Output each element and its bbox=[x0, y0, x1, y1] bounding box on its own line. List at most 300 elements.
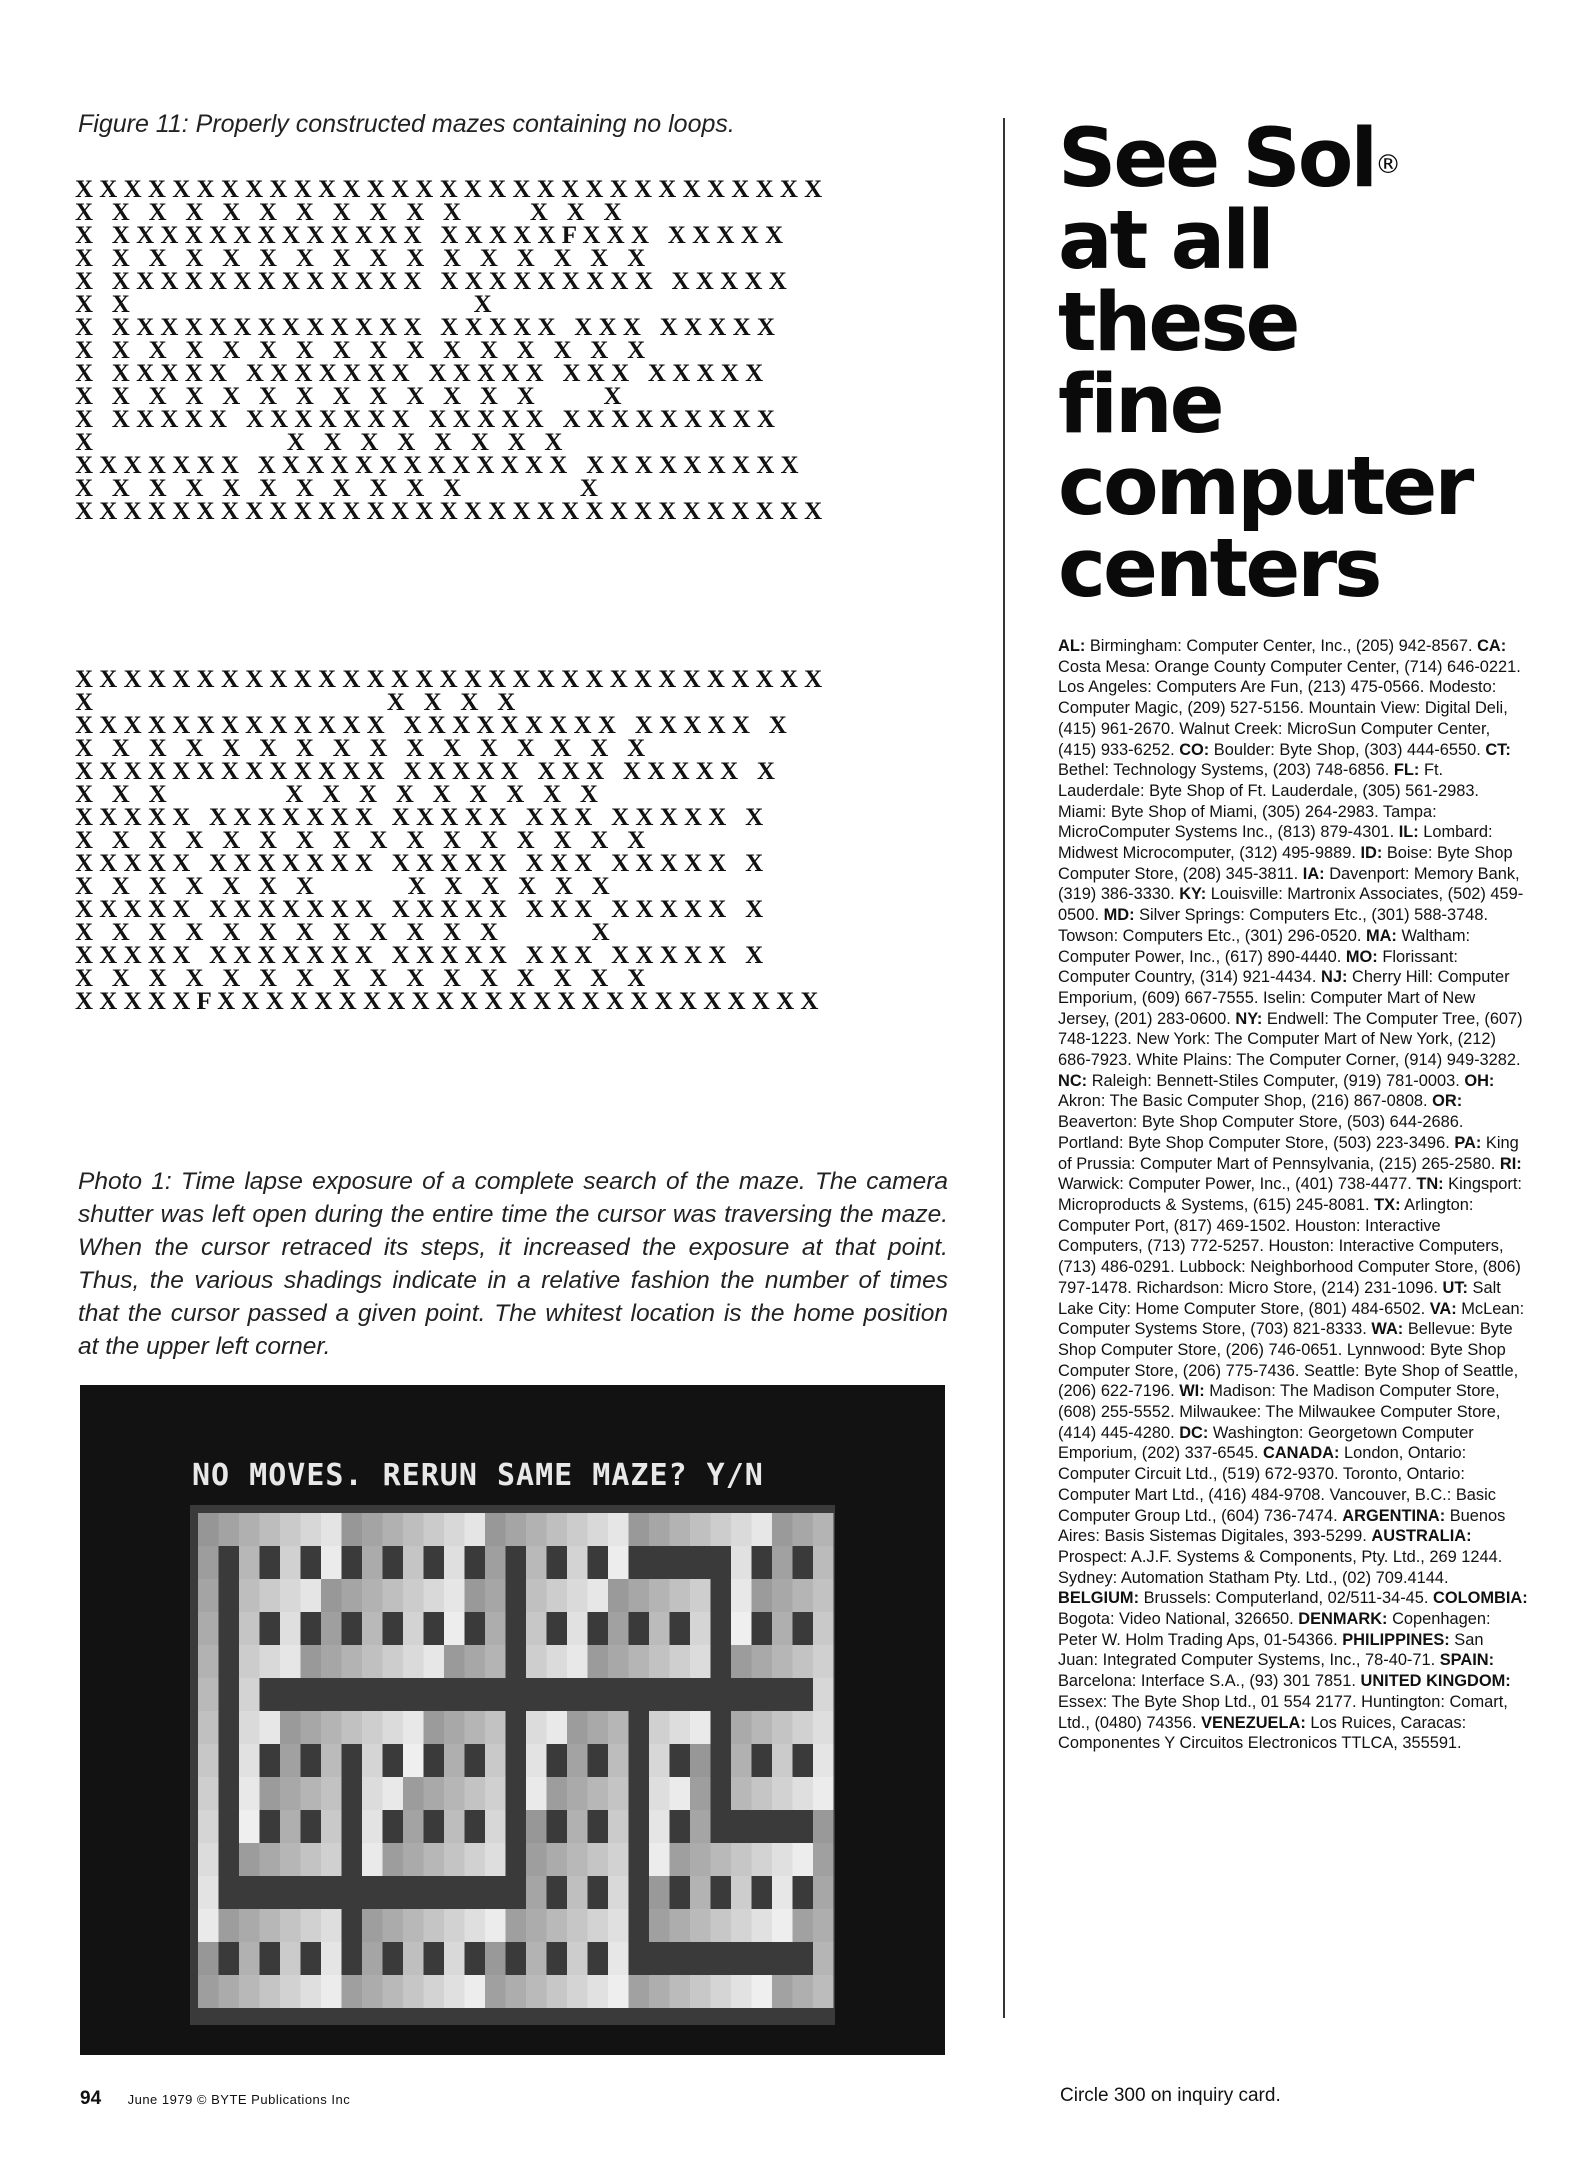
maze-photo-cell bbox=[690, 1513, 711, 1546]
maze-photo-cell bbox=[670, 1777, 691, 1810]
maze-photo-cell bbox=[301, 1777, 322, 1810]
dealer-entry: Akron: The Basic Computer Shop, (216) 867-0808. bbox=[1058, 1092, 1433, 1111]
maze-photo-cell bbox=[649, 1711, 670, 1744]
headline-line-5: centers bbox=[1058, 522, 1380, 616]
maze-photo-cell bbox=[342, 1645, 363, 1678]
maze-photo-cell bbox=[752, 1975, 773, 2008]
maze-photo-cell bbox=[198, 1942, 219, 1975]
maze-photo-cell bbox=[793, 1579, 814, 1612]
dealer-listing bbox=[1058, 636, 1528, 1754]
maze-photo-cell bbox=[321, 1645, 342, 1678]
headline-line-3: fine bbox=[1058, 358, 1222, 452]
maze-photo-cell bbox=[383, 1711, 404, 1744]
maze-photo-cell bbox=[567, 1711, 588, 1744]
maze-photo-cell bbox=[321, 1513, 342, 1546]
maze-photo-cell bbox=[711, 1909, 732, 1942]
maze-photo-cell bbox=[403, 1810, 424, 1843]
maze-photo-cell bbox=[608, 1810, 629, 1843]
maze-photo-cell bbox=[280, 1744, 301, 1777]
dealer-entry: Endwell: The Computer Tree, (607) 748-1223. New York: The Computer Mart of New York, (212) 686-7923. White Plains: The Computer Corner, (914) 949-3282. bbox=[1058, 1009, 1523, 1070]
maze-photo-cell bbox=[526, 1612, 547, 1645]
maze-photo-cell bbox=[670, 1513, 691, 1546]
maze-photo-cell bbox=[239, 1843, 260, 1876]
maze-photo-cell bbox=[567, 1744, 588, 1777]
dealer-entry: Warwick: Computer Power, Inc., (401) 738-4477. bbox=[1058, 1175, 1417, 1194]
maze-figure-bottom: X X X X X X X X X X X X X X X X X X X X X X X X X X X X X X X X X X X X X X X X X X X X X X X X X X X X X X X X X X X X X X X X X X X X X X X X X X X X X X X X X X X X X X X X X X X X X X X X X X X X X X X X X X X X X X X X X X X X X X X X X X X X X X X X X X X X X X X X X X X X X X X X X X X X X X X X X X X X X X X X X X X X X X X X X X X X X X X X X X X X X X X X X X X X X X X X X X X X X X X X X X X X X X X X X X X X X X X X X X X X X X X X X X X X X X X X X X X X X X X X X X X X X X X X X X X X X X X X X X X X X X X X X X X X X X X X X X X X X X X X X X X X X X F X X X X X X X X X X X X X X X X X X X X X X X X X bbox=[75, 666, 823, 1015]
dealer-region: NC: bbox=[1058, 1071, 1088, 1090]
maze-photo-cell bbox=[485, 1546, 506, 1579]
maze-photo-cell bbox=[649, 1645, 670, 1678]
maze-photo-cell bbox=[690, 1876, 711, 1909]
dealer-entry: Salt Lake City: Home Computer Store, (801) 484-6502. bbox=[1058, 1278, 1501, 1318]
maze-photo-cell bbox=[567, 1942, 588, 1975]
dealer-region: VENEZUELA: bbox=[1201, 1713, 1306, 1732]
maze-photo-cell bbox=[362, 1975, 383, 2008]
maze-photo-cell bbox=[403, 1777, 424, 1810]
headline-line-1: See Sol bbox=[1058, 112, 1376, 206]
maze-photo-cell bbox=[731, 1513, 752, 1546]
dealer-region: PHILIPPINES: bbox=[1342, 1630, 1450, 1649]
maze-photo-cell bbox=[280, 1546, 301, 1579]
maze-photo-cell bbox=[608, 1843, 629, 1876]
dealer-entry: Ft. Lauderdale: Byte Shop of Ft. Lauderdale, (305) 561-2983. Miami: Byte Shop of Miami, (305) 264-2983. Tampa: MicroComputer Systems Inc., (813) 879-4301. bbox=[1058, 761, 1479, 842]
maze-photo-cell bbox=[362, 1810, 383, 1843]
maze-photo-cell bbox=[465, 1513, 486, 1546]
maze-photo-cell bbox=[198, 1546, 219, 1579]
maze-photo-cell bbox=[362, 1711, 383, 1744]
dealer-entry: Brussels: Computerland, 02/511-34-45. bbox=[1139, 1589, 1434, 1608]
maze-photo-cell bbox=[772, 1546, 793, 1579]
maze-photo-cell bbox=[280, 1777, 301, 1810]
maze-photo-cell bbox=[813, 1645, 834, 1678]
maze-photo-cell bbox=[239, 1678, 260, 1711]
maze-photo-cell bbox=[198, 1645, 219, 1678]
maze-photo-cell bbox=[342, 1579, 363, 1612]
maze-photo-cell bbox=[383, 1513, 404, 1546]
maze-photo-cell bbox=[526, 1744, 547, 1777]
maze-photo-cell bbox=[403, 1711, 424, 1744]
maze-photo-cell bbox=[465, 1645, 486, 1678]
maze-photo-cell bbox=[239, 1810, 260, 1843]
dealer-entry: Lombard: Midwest Microcomputer, (312) 495-9889. bbox=[1058, 823, 1493, 863]
dealer-entry: Raleigh: Bennett-Stiles Computer, (919) 781-0003. bbox=[1087, 1071, 1465, 1090]
maze-photo-cell bbox=[362, 1513, 383, 1546]
maze-photo-cell bbox=[731, 1579, 752, 1612]
maze-photo-cell bbox=[280, 1612, 301, 1645]
maze-photo-cell bbox=[629, 1645, 650, 1678]
maze-photo-cell bbox=[444, 1711, 465, 1744]
maze-photo-cell bbox=[690, 1810, 711, 1843]
maze-photo-cell bbox=[608, 1744, 629, 1777]
maze-photo-cell bbox=[506, 1513, 527, 1546]
dealer-entry: Barcelona: Interface S.A., (93) 301 7851. bbox=[1058, 1672, 1361, 1691]
dealer-entry: Louisville: Martronix Associates, (502) 459-0500. bbox=[1058, 885, 1524, 925]
maze-photo-cell bbox=[772, 1711, 793, 1744]
column-divider bbox=[1003, 118, 1005, 2018]
dealer-entry: Bethel: Technology Systems, (203) 748-6856. bbox=[1058, 761, 1394, 780]
maze-photo-cell bbox=[567, 1975, 588, 2008]
maze-photo-cell bbox=[198, 1513, 219, 1546]
dealer-region: KY: bbox=[1179, 885, 1207, 904]
dealer-entry: McLean: Computer Systems Store, (703) 821-8333. bbox=[1058, 1299, 1525, 1339]
maze-photo-cell bbox=[485, 1711, 506, 1744]
maze-photo-cell bbox=[793, 1843, 814, 1876]
dealer-entry: Davenport: Memory Bank, (319) 386-3330. bbox=[1058, 864, 1520, 904]
dealer-region: CT: bbox=[1485, 740, 1511, 759]
maze-photo-cell bbox=[444, 1744, 465, 1777]
maze-photo-cell bbox=[526, 1777, 547, 1810]
maze-photo-cell bbox=[383, 1843, 404, 1876]
maze-photo-cell bbox=[362, 1909, 383, 1942]
maze-photo-cell bbox=[567, 1513, 588, 1546]
maze-photo-cell bbox=[301, 1513, 322, 1546]
dealer-entry: Buenos Aires: Basis Sistemas Digitales, 393-5299. bbox=[1058, 1506, 1506, 1546]
maze-photo-cell bbox=[690, 1711, 711, 1744]
dealer-entry: Kingsport: Microproducts & Systems, (615) 245-8081. bbox=[1058, 1175, 1522, 1214]
maze-photo-cell bbox=[465, 1711, 486, 1744]
dealer-entry: Boise: Byte Shop Computer Store, (208) 345-3811. bbox=[1058, 844, 1513, 883]
dealer-entry: Waltham: Computer Power, Inc., (617) 890-4440. bbox=[1058, 926, 1471, 966]
maze-photo-cell bbox=[198, 1744, 219, 1777]
maze-photo-cell bbox=[383, 1579, 404, 1612]
dealer-region: AUSTRALIA: bbox=[1371, 1527, 1472, 1546]
maze-photo-cell bbox=[260, 1843, 281, 1876]
maze-photo-cell bbox=[813, 1975, 834, 2008]
maze-photo-cell bbox=[813, 1744, 834, 1777]
maze-photo-cell bbox=[506, 1975, 527, 2008]
maze-photo-cell bbox=[403, 1513, 424, 1546]
maze-photo-cell bbox=[813, 1513, 834, 1546]
maze-photo-cell bbox=[321, 1711, 342, 1744]
maze-photo-cell bbox=[813, 1678, 834, 1711]
maze-photo-cell bbox=[567, 1645, 588, 1678]
maze-photo-cell bbox=[198, 1810, 219, 1843]
maze-photo-cell bbox=[239, 1513, 260, 1546]
maze-photo-cell bbox=[670, 1975, 691, 2008]
dealer-region: MO: bbox=[1345, 947, 1378, 966]
dealer-region: WA: bbox=[1371, 1320, 1404, 1339]
maze-photo-cell bbox=[547, 1909, 568, 1942]
maze-photo-cell bbox=[444, 1645, 465, 1678]
dealer-region: CO: bbox=[1179, 740, 1210, 759]
maze-photo-cell bbox=[588, 1975, 609, 2008]
maze-photo-cell bbox=[444, 1513, 465, 1546]
maze-photo-cell bbox=[465, 1777, 486, 1810]
maze-photo-cell bbox=[219, 1975, 240, 2008]
maze-photo-cell bbox=[403, 1942, 424, 1975]
dealer-entry: Beaverton: Byte Shop Computer Store, (503) 644-2686. Portland: Byte Shop Computer Store, (503) 223-3496. bbox=[1058, 1113, 1464, 1152]
maze-photo-cell bbox=[465, 1909, 486, 1942]
maze-photo-cell bbox=[670, 1909, 691, 1942]
dealer-entry: Bellevue: Byte Shop Computer Store, (206) 746-0651. Lynnwood: Byte Shop Computer Store, (206) 775-7436. Seattle: Byte Shop of Seattle, (206) 622-7196. bbox=[1058, 1320, 1519, 1401]
maze-photo-cell bbox=[772, 1975, 793, 2008]
maze-photo-cell bbox=[465, 1843, 486, 1876]
maze-photo-cell bbox=[342, 1513, 363, 1546]
maze-photo-cell bbox=[731, 1645, 752, 1678]
dealer-region: MA: bbox=[1365, 926, 1397, 945]
maze-photo-cell bbox=[444, 1843, 465, 1876]
dealer-region: IA: bbox=[1302, 864, 1325, 883]
dealer-region: NY: bbox=[1235, 1009, 1263, 1028]
dealer-entry: Costa Mesa: Orange County Computer Center, (714) 646-0221. Los Angeles: Computers Are Fun, (213) 475-0566. Modesto: Computer Magic, (209) 527-5156. Mountain View: Digital Deli, (415) 961-2670. Walnut Creek: MicroSun Computer Center, (415) 933-6252. bbox=[1058, 657, 1521, 759]
maze-photo-cell bbox=[239, 1711, 260, 1744]
maze-photo-cell bbox=[772, 1744, 793, 1777]
maze-photo-cell bbox=[444, 1612, 465, 1645]
maze-photo-cell bbox=[198, 1579, 219, 1612]
maze-photo-cell bbox=[813, 1810, 834, 1843]
dealer-entry: Arlington: Computer Port, (817) 469-1502. Houston: Interactive Computers, (713) 772-5257. Houston: Interactive Computers, (713) 486-0291. Lubbock: Neighborhood Computer Store, (806) 797-1478. Richardson: Micro Store, (214) 231-1096. bbox=[1058, 1195, 1521, 1297]
maze-photo-cell bbox=[649, 1975, 670, 2008]
dealer-entry: Cherry Hill: Computer Emporium, (609) 667-7555. Iselin: Computer Mart of New Jersey, (201) 283-0600. bbox=[1058, 968, 1510, 1028]
maze-photo-cell bbox=[485, 1942, 506, 1975]
maze-photo-cell bbox=[485, 1645, 506, 1678]
maze-photo-cell bbox=[424, 1909, 445, 1942]
maze-photo-cell bbox=[485, 1810, 506, 1843]
maze-photo-cell bbox=[813, 1942, 834, 1975]
maze-photo-cell bbox=[260, 1513, 281, 1546]
maze-photo-cell bbox=[362, 1777, 383, 1810]
maze-photo-cell bbox=[280, 1975, 301, 2008]
maze-photo-cell bbox=[280, 1942, 301, 1975]
maze-photo-cell bbox=[813, 1579, 834, 1612]
maze-photo-cell bbox=[793, 1975, 814, 2008]
maze-photo-cell bbox=[731, 1909, 752, 1942]
maze-photo-cell bbox=[690, 1777, 711, 1810]
maze-photo-cell bbox=[649, 1909, 670, 1942]
maze-photo-cell bbox=[526, 1579, 547, 1612]
maze-figure-top: X X X X X X X X X X X X X X X X X X X X X X X X X X X X X X X X X X X X X X X X X X X X X X X X X X X X X X X X X X X X X X X X F X X X X X X X X X X X X X X X X X X X X X X X X X X X X X X X X X X X X X X X X X X X X X X X X X X X X X X X X X X X X X X X X X X X X X X X X X X X X X X X X X X X X X X X X X X X X X X X X X X X X X X X X X X X X X X X X X X X X X X X X X X X X X X X X X X X X X X X X X X X X X X X X X X X X X X X X X X X X X X X X X X X X X X X X X X X X X X X X X X X X X X X X X X X X X X X X X X X X X X X X X X X X X X X X X X X X X X X X X X X X X X X X X X X X X X X X X X X X X X X X X X X X X X bbox=[75, 176, 823, 525]
maze-photo-cell bbox=[649, 1612, 670, 1645]
maze-photo-cell bbox=[321, 1744, 342, 1777]
maze-photo-cell bbox=[362, 1942, 383, 1975]
maze-photo-cell bbox=[813, 1843, 834, 1876]
maze-photo-cell bbox=[239, 1546, 260, 1579]
maze-photo-cell bbox=[301, 1843, 322, 1876]
maze-photo-cell bbox=[444, 1777, 465, 1810]
page-number: 94 bbox=[80, 2088, 102, 2109]
maze-photo-cell bbox=[772, 1909, 793, 1942]
figure-caption: Figure 11: Properly constructed mazes containing no loops. bbox=[78, 110, 735, 138]
maze-photo-cell bbox=[239, 1975, 260, 2008]
dealer-region: AL: bbox=[1058, 637, 1086, 655]
dealer-region: MD: bbox=[1103, 906, 1135, 925]
ad-headline bbox=[1058, 112, 1528, 616]
maze-photo-cell bbox=[588, 1843, 609, 1876]
maze-photo-cell bbox=[444, 1546, 465, 1579]
maze-photo-cell bbox=[465, 1579, 486, 1612]
maze-photo-cell bbox=[198, 1678, 219, 1711]
maze-photo-cell bbox=[280, 1711, 301, 1744]
maze-photo-cell bbox=[239, 1942, 260, 1975]
maze-photo-cell bbox=[731, 1546, 752, 1579]
dealer-region: ID: bbox=[1360, 844, 1383, 863]
maze-photo-cell bbox=[239, 1579, 260, 1612]
maze-photo-cell bbox=[629, 1579, 650, 1612]
dealer-region: OR: bbox=[1432, 1092, 1463, 1111]
maze-photo-cell bbox=[752, 1579, 773, 1612]
maze-photo-cell bbox=[547, 1777, 568, 1810]
maze-photo-cell bbox=[362, 1546, 383, 1579]
maze-photo-cell bbox=[752, 1645, 773, 1678]
maze-photo-cell bbox=[690, 1579, 711, 1612]
maze-photo-cell bbox=[772, 1579, 793, 1612]
dealer-region: IL: bbox=[1398, 823, 1419, 842]
maze-photo-image bbox=[80, 1385, 945, 2055]
photo-screen-text: NO MOVES. RERUN SAME MAZE? Y/N bbox=[192, 1458, 764, 1493]
maze-photo-cell bbox=[260, 1975, 281, 2008]
maze-photo-cell bbox=[608, 1975, 629, 2008]
maze-photo-cell bbox=[239, 1744, 260, 1777]
dealer-region: BELGIUM: bbox=[1058, 1589, 1140, 1608]
dealer-region: NJ: bbox=[1321, 968, 1348, 987]
maze-photo-cell bbox=[321, 1942, 342, 1975]
dealer-entry: Copenhagen: Peter W. Holm Trading Aps, 01-54366. bbox=[1058, 1610, 1491, 1649]
maze-photo-cell bbox=[444, 1942, 465, 1975]
maze-photo-cell bbox=[198, 1876, 219, 1909]
dealer-entry: London, Ontario: Computer Circuit Ltd., (519) 672-9370. Toronto, Ontario: Computer Mart Ltd., (416) 484-9708. Vancouver, B.C.: Basic Computer Group Ltd., (604) 736-7474. bbox=[1058, 1444, 1496, 1525]
maze-photo-cell bbox=[239, 1909, 260, 1942]
maze-photo-cell bbox=[567, 1876, 588, 1909]
maze-photo-cell bbox=[690, 1909, 711, 1942]
maze-photo-cell bbox=[813, 1612, 834, 1645]
dealer-region: ARGENTINA: bbox=[1342, 1506, 1446, 1525]
dealer-region: RI: bbox=[1499, 1154, 1522, 1173]
maze-photo-cell bbox=[608, 1612, 629, 1645]
maze-photo-cell bbox=[588, 1777, 609, 1810]
dealer-entry: San Juan: Integrated Computer Systems, Inc., 78-40-71. bbox=[1058, 1630, 1484, 1670]
maze-photo-cell bbox=[588, 1513, 609, 1546]
dealer-region: TN: bbox=[1416, 1175, 1444, 1194]
dealer-entry: Boulder: Byte Shop, (303) 444-6550. bbox=[1209, 740, 1486, 759]
dealer-region: CANADA: bbox=[1263, 1444, 1340, 1463]
maze-photo-cell bbox=[608, 1876, 629, 1909]
maze-photo-cell bbox=[649, 1744, 670, 1777]
maze-photo-cell bbox=[526, 1942, 547, 1975]
maze-photo-cell bbox=[280, 1513, 301, 1546]
maze-photo-cell bbox=[526, 1843, 547, 1876]
headline-line-4: computer bbox=[1058, 440, 1472, 534]
maze-photo-cell bbox=[301, 1579, 322, 1612]
dealer-region: UT: bbox=[1442, 1278, 1468, 1297]
maze-photo-cell bbox=[608, 1513, 629, 1546]
maze-photo-cell bbox=[198, 1711, 219, 1744]
maze-photo-cell bbox=[321, 1975, 342, 2008]
dealer-entry: Prospect: A.J.F. Systems & Components, Pty. Ltd., 269 1244. Sydney: Automation Statham Pty. Ltd., (02) 709.4144. bbox=[1058, 1547, 1503, 1587]
maze-photo-cell bbox=[690, 1744, 711, 1777]
dealer-region: TX: bbox=[1374, 1195, 1401, 1214]
maze-photo-cell bbox=[629, 1975, 650, 2008]
dealer-entry: Madison: The Madison Computer Store, (608) 255-5552. Milwaukee: The Milwaukee Computer Store, (414) 445-4280. bbox=[1058, 1382, 1501, 1442]
dealer-region: VA: bbox=[1429, 1299, 1457, 1318]
maze-photo-cell bbox=[383, 1777, 404, 1810]
maze-photo-cell bbox=[526, 1711, 547, 1744]
dealer-region: FL: bbox=[1393, 761, 1420, 780]
maze-photo-cell bbox=[731, 1612, 752, 1645]
maze-photo-cell bbox=[485, 1513, 506, 1546]
maze-photo-cell bbox=[670, 1645, 691, 1678]
headline-line-2: at all these bbox=[1058, 194, 1298, 370]
maze-photo-cell bbox=[485, 1777, 506, 1810]
maze-photo-cell bbox=[403, 1579, 424, 1612]
registered-mark: ® bbox=[1375, 150, 1402, 180]
maze-photo-cell bbox=[198, 1909, 219, 1942]
maze-photo-cell bbox=[301, 1645, 322, 1678]
maze-photo-cell bbox=[301, 1711, 322, 1744]
maze-photo-cell bbox=[608, 1909, 629, 1942]
maze-photo-cell bbox=[444, 1975, 465, 2008]
maze-photo-cell bbox=[772, 1513, 793, 1546]
maze-photo-cell bbox=[752, 1777, 773, 1810]
maze-photo-cell bbox=[321, 1909, 342, 1942]
maze-photo-cell bbox=[752, 1711, 773, 1744]
maze-photo-cell bbox=[711, 1975, 732, 2008]
maze-photo-cell bbox=[690, 1645, 711, 1678]
maze-photo-cell bbox=[731, 1876, 752, 1909]
maze-photo-cell bbox=[403, 1546, 424, 1579]
maze-photo-cell bbox=[485, 1579, 506, 1612]
maze-photo-cell bbox=[731, 1711, 752, 1744]
maze-photo-cell bbox=[424, 1777, 445, 1810]
dealer-entry: King of Prussia: Computer Mart of Pennsylvania, (215) 265-2580. bbox=[1058, 1133, 1519, 1173]
dealer-region: DC: bbox=[1179, 1423, 1209, 1442]
maze-photo-cell bbox=[403, 1744, 424, 1777]
maze-photo-cell bbox=[793, 1909, 814, 1942]
maze-photo-cell bbox=[711, 1513, 732, 1546]
maze-photo-cell bbox=[485, 1612, 506, 1645]
maze-photo-cell bbox=[444, 1909, 465, 1942]
maze-photo-cell bbox=[280, 1579, 301, 1612]
maze-photo-cell bbox=[813, 1546, 834, 1579]
maze-photo-cell bbox=[793, 1645, 814, 1678]
maze-photo-cell bbox=[280, 1645, 301, 1678]
maze-photo-cell bbox=[403, 1645, 424, 1678]
maze-photo-cell bbox=[670, 1579, 691, 1612]
maze-photo-cell bbox=[649, 1876, 670, 1909]
maze-photo-cell bbox=[198, 1612, 219, 1645]
dealer-entry: Birmingham: Computer Center, Inc., (205) 942-8567. bbox=[1085, 637, 1478, 655]
dealer-region: CA: bbox=[1477, 637, 1507, 655]
maze-photo-cell bbox=[772, 1843, 793, 1876]
maze-photo-cell bbox=[362, 1579, 383, 1612]
maze-photo-cell bbox=[383, 1645, 404, 1678]
maze-photo-cell bbox=[260, 1579, 281, 1612]
dealer-region: UNITED KINGDOM: bbox=[1360, 1672, 1511, 1691]
dealer-region: OH: bbox=[1464, 1071, 1495, 1090]
maze-photo-cell bbox=[465, 1975, 486, 2008]
maze-photo-cell bbox=[362, 1645, 383, 1678]
maze-photo bbox=[80, 1385, 945, 2055]
maze-photo-cell bbox=[690, 1975, 711, 2008]
maze-photo-cell bbox=[260, 1777, 281, 1810]
maze-photo-cell bbox=[383, 1909, 404, 1942]
maze-photo-cell bbox=[362, 1843, 383, 1876]
maze-photo-cell bbox=[219, 1513, 240, 1546]
maze-photo-cell bbox=[567, 1843, 588, 1876]
maze-photo-cell bbox=[239, 1777, 260, 1810]
maze-photo-cell bbox=[813, 1711, 834, 1744]
maze-photo-cell bbox=[567, 1579, 588, 1612]
maze-photo-cell bbox=[752, 1513, 773, 1546]
maze-photo-cell bbox=[260, 1711, 281, 1744]
dealer-entry: Los Ruices, Caracas: Componentes Y Circuitos Electronicos TTLCA, 355591. bbox=[1058, 1713, 1467, 1753]
maze-photo-cell bbox=[403, 1975, 424, 2008]
maze-photo-cell bbox=[588, 1909, 609, 1942]
maze-photo-cell bbox=[588, 1711, 609, 1744]
maze-photo-cell bbox=[752, 1843, 773, 1876]
maze-photo-cell bbox=[424, 1975, 445, 2008]
maze-photo-cell bbox=[547, 1711, 568, 1744]
maze-photo-cell bbox=[772, 1777, 793, 1810]
